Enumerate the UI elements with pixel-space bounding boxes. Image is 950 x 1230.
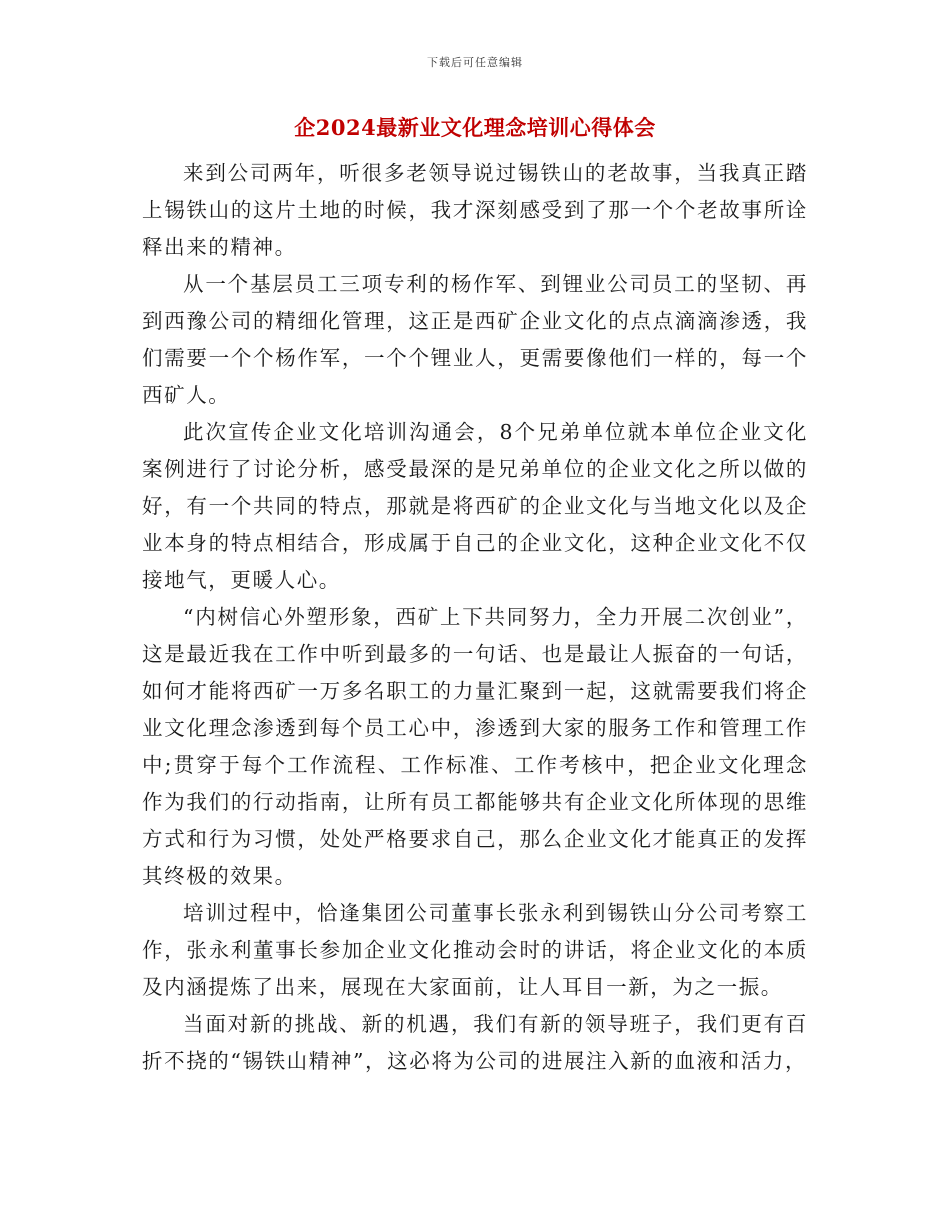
- document-title: 企2024最新业文化理念培训心得体会: [294, 115, 656, 140]
- paragraph-2: 从一个基层员工三项专利的杨作军、到锂业公司员工的坚韧、再到西豫公司的精细化管理，这正是西矿企业文化的点点滴滴渗透，我们需要一个个杨作军，一个个锂业人，更需要像他们一样的，每一个西矿人。: [142, 272, 808, 407]
- document-body: [142, 155, 808, 1080]
- paragraph-4: “内树信心外塑形象，西矿上下共同努力，全力开展二次创业”，这是最近我在工作中听到最多的一句话、也是最让人振奋的一句话，如何才能将西矿一万多名职工的力量汇聚到一起，这就需要我们将企业文化理念渗透到每个员工心中，渗透到大家的服务工作和管理工作中;贯穿于每个工作流程、工作标准、工作考核中，把企业文化理念作为我们的行动指南，让所有员工都能够共有企业文化所体现的思维方式和行为习惯，处处严格要求自己，那么企业文化才能真正的发挥其终极的效果。: [142, 605, 808, 888]
- paragraph-5: 培训过程中，恰逢集团公司董事长张永利到锡铁山分公司考察工作，张永利董事长参加企业文化推动会时的讲话，将企业文化的本质及内涵提炼了出来，展现在大家面前，让人耳目一新，为之一振。: [142, 901, 808, 999]
- paragraph-1: 来到公司两年，听很多老领导说过锡铁山的老故事，当我真正踏上锡铁山的这片土地的时候，我才深刻感受到了那一个个老故事所诠释出来的精神。: [142, 161, 808, 259]
- paragraph-3: 此次宣传企业文化培训沟通会，8个兄弟单位就本单位企业文化案例进行了讨论分析，感受最深的是兄弟单位的企业文化之所以做的好，有一个共同的特点，那就是将西矿的企业文化与当地文化以及企业本身的特点相结合，形成属于自己的企业文化，这种企业文化不仅接地气，更暖人心。: [142, 420, 808, 592]
- paragraph-6: 当面对新的挑战、新的机遇，我们有新的领导班子，我们更有百折不挠的“锡铁山精神”，这必将为公司的进展注入新的血液和活力，: [142, 1012, 808, 1073]
- page-header-note: 下载后可任意编辑: [427, 56, 523, 69]
